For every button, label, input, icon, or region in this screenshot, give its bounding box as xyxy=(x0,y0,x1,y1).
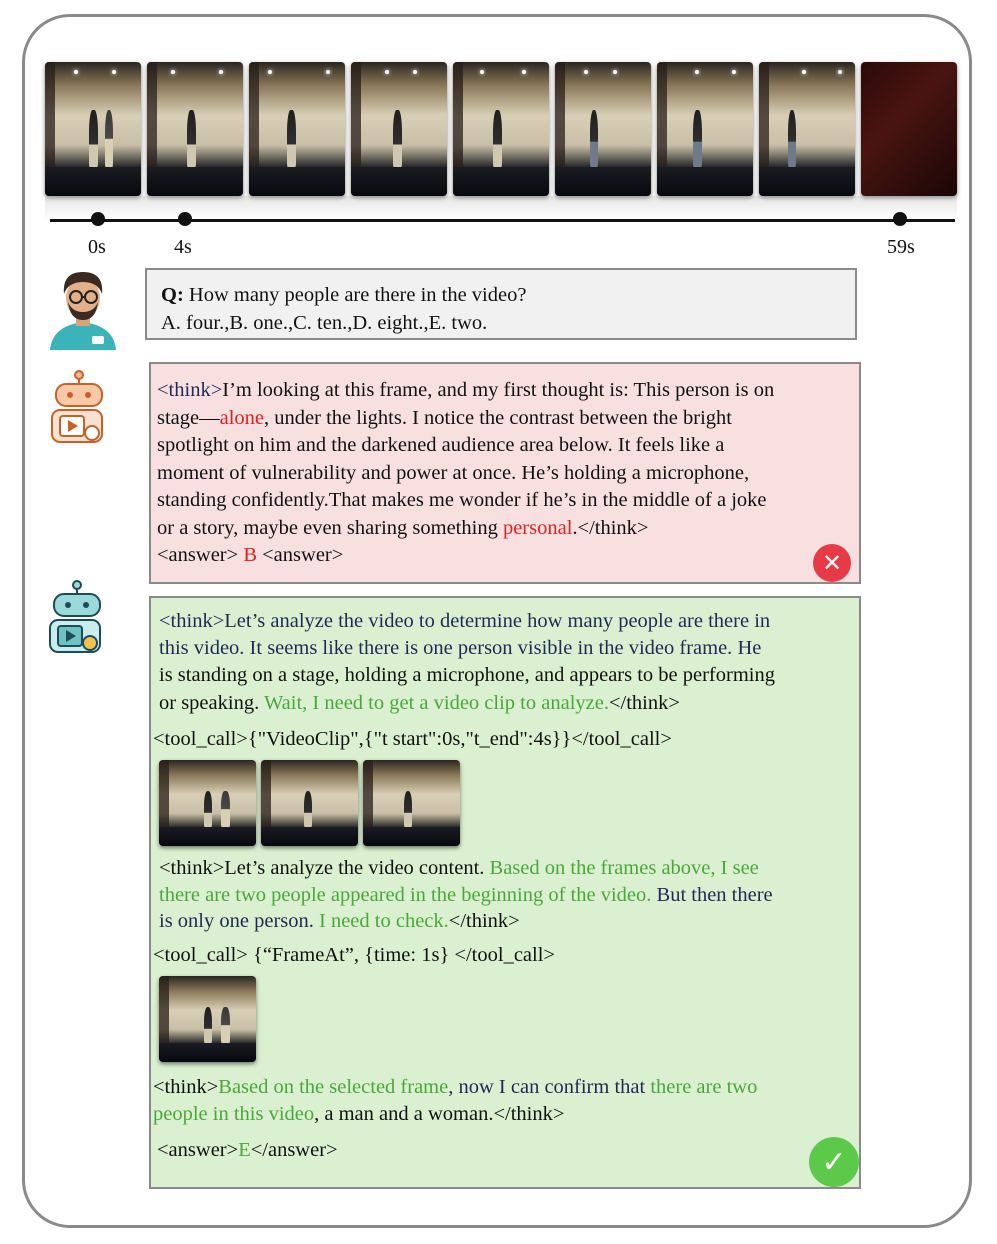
response-text: , a man and a woman.</think> xyxy=(314,1103,565,1125)
wrong-response-box xyxy=(149,362,861,584)
timeline-tick xyxy=(893,212,907,226)
response-text: is only one person. xyxy=(159,910,319,932)
tool-call-videoclip: <tool_call>{"VideoClip",{"t start":0s,"t_end":4s}}</tool_call> xyxy=(153,728,672,750)
correct-answer: E xyxy=(238,1139,251,1161)
video-frame xyxy=(657,62,753,196)
response-text: standing confidently.That makes me wonder if he’s in the middle of a joke xyxy=(157,489,767,511)
clip-frame xyxy=(261,760,358,846)
highlight-right: Based on the frames above, I see xyxy=(489,857,759,879)
response-text: moment of vulnerability and power at once. He’s holding a microphone, xyxy=(157,461,750,484)
question-box xyxy=(145,268,857,340)
video-frame xyxy=(147,62,243,196)
robot-correct-icon xyxy=(48,580,106,656)
highlight-right: there are two xyxy=(650,1076,758,1098)
timeline-label: 59s xyxy=(887,236,915,258)
selected-frame xyxy=(159,976,256,1062)
answer-tag: </answer> xyxy=(250,1139,338,1161)
response-text: , under the lights. I notice the contrast between the bright xyxy=(264,406,732,429)
highlight-wrong: personal xyxy=(502,516,573,539)
highlight-right: I need to check. xyxy=(319,910,449,932)
clip-frame xyxy=(363,760,460,846)
robot-wrong-icon xyxy=(50,370,108,446)
answer-tag: <answer> xyxy=(257,544,344,566)
question-options: A. four.,B. one.,C. ten.,D. eight.,E. two. xyxy=(161,311,488,334)
timeline-tick xyxy=(178,212,192,226)
response-text: is standing on a stage, holding a microphone, and appears to be performing xyxy=(159,664,775,686)
response-text: spotlight on him and the darkened audience area below. It feels like a xyxy=(157,434,725,456)
video-frame xyxy=(249,62,345,196)
clip-frame xyxy=(159,760,256,846)
highlight-right: Based on the selected frame xyxy=(218,1076,449,1098)
check-badge-icon: ✓ xyxy=(809,1137,859,1187)
answer-tag: <answer> xyxy=(157,1139,239,1161)
highlight-wrong: alone xyxy=(219,406,265,429)
think-tag: <think> xyxy=(157,379,223,401)
think-tag: </think> xyxy=(608,692,680,714)
video-frame xyxy=(351,62,447,196)
video-frame xyxy=(861,62,957,196)
response-text: this video. xyxy=(159,637,250,659)
response-text: I’m looking at this frame, and my first thought is: This person is on xyxy=(222,379,775,401)
response-text: But then there xyxy=(651,884,773,906)
response-text: or a story, maybe even sharing something xyxy=(157,516,503,539)
video-frame xyxy=(453,62,549,196)
response-text: .</think> xyxy=(572,516,649,539)
response-text: <think>Let’s analyze the video content. xyxy=(159,857,490,879)
video-frame xyxy=(555,62,651,196)
video-frame xyxy=(759,62,855,196)
response-text: He xyxy=(732,637,762,659)
response-text: It seems like there is one person visible in the video frame. xyxy=(249,637,733,659)
response-text: stage— xyxy=(157,406,220,429)
response-text: , now I can confirm that xyxy=(448,1076,651,1098)
video-frame xyxy=(45,62,141,196)
timeline-tick xyxy=(91,212,105,226)
question-text: How many people are there in the video? xyxy=(183,284,527,306)
highlight-right: there are two people appeared in the beginning of the video. xyxy=(159,884,652,906)
think-tag: <think> xyxy=(153,1076,219,1098)
highlight-right: people in this video xyxy=(153,1103,315,1125)
highlight-right: Wait, I need to get a video clip to analyze. xyxy=(263,692,609,714)
timeline-label: 4s xyxy=(174,236,192,258)
tool-call-frameat: <tool_call> {“FrameAt”, {time: 1s} </tool_call> xyxy=(153,944,555,966)
think-tag: </think> xyxy=(448,910,520,932)
wrong-answer: B xyxy=(243,544,257,566)
answer-tag: <answer> xyxy=(157,544,244,566)
user-avatar-icon xyxy=(48,266,118,350)
question-prefix: Q: xyxy=(161,284,184,306)
response-text: <think>Let’s analyze the video to determine how many people are there in xyxy=(159,610,771,632)
response-text: or speaking. xyxy=(159,692,264,714)
timeline-label: 0s xyxy=(88,236,106,258)
error-badge-icon: ✕ xyxy=(813,544,851,582)
